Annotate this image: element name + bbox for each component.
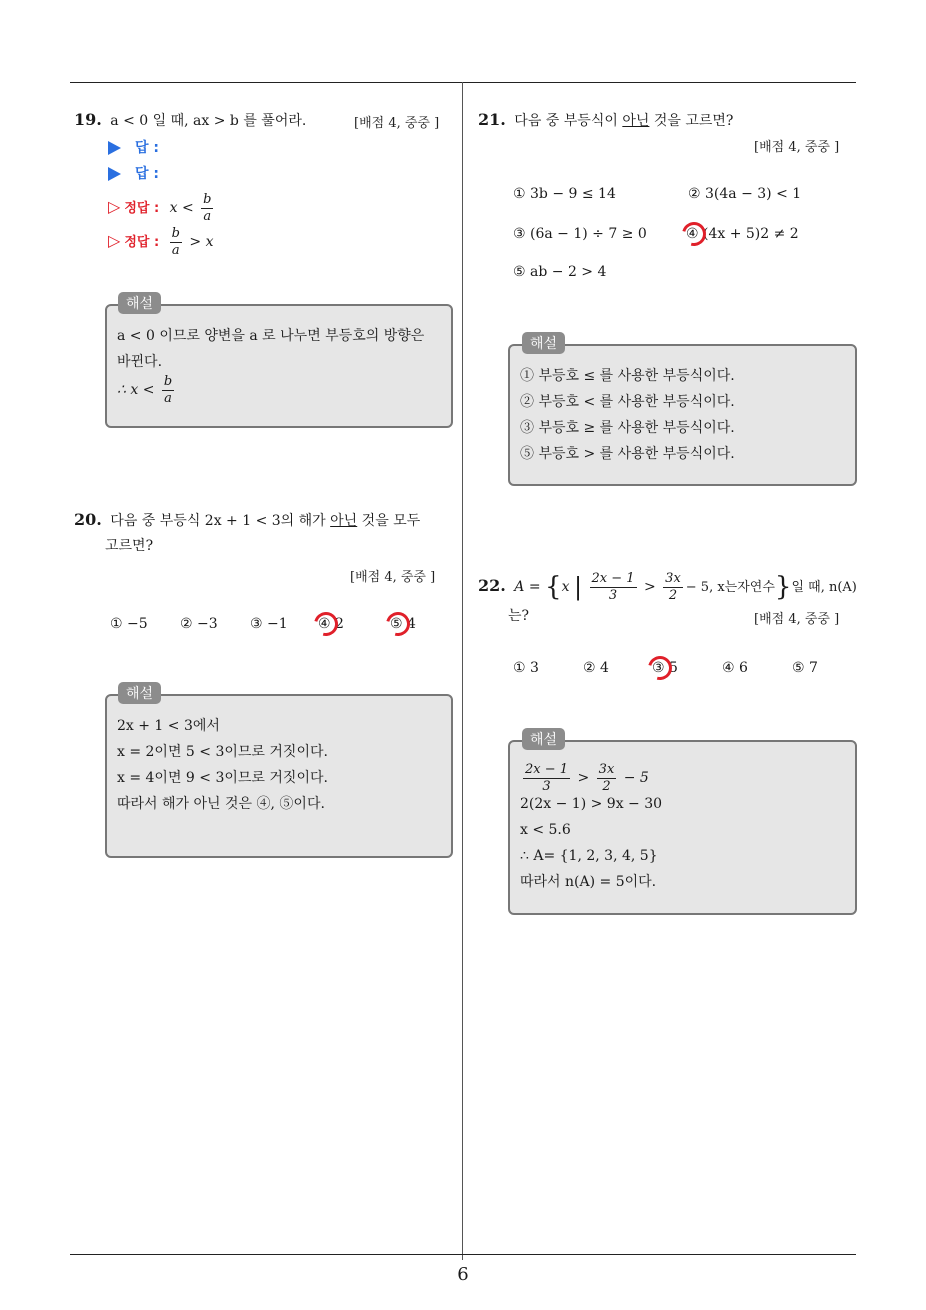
q22-solution-box: [508, 740, 857, 915]
solution-line: ③ 부등호 ≥ 를 사용한 부등식이다.: [520, 420, 735, 436]
solution-line: x = 4이면 9 < 3이므로 거짓이다.: [117, 770, 328, 786]
q21-choice-1: ① 3b − 9 ≤ 14: [513, 186, 616, 202]
q20-choice-1: ① −5: [110, 616, 148, 632]
q22-choice-2: ② 4: [583, 660, 609, 676]
q19-solution-tab: 해설: [118, 292, 161, 314]
outline-triangle-icon: ▷: [108, 231, 121, 250]
q20-choice-5: ⑤ 4: [390, 616, 416, 632]
outline-triangle-icon: ▷: [108, 197, 121, 216]
solution-line: x < 5.6: [520, 822, 571, 838]
top-rule: [70, 82, 856, 83]
solution-line: $\frac{2x - 1}{3}$ > $\frac{3x}{2}$ − 5: [525, 761, 649, 794]
solution-line: 2(2x − 1) > 9x − 30: [520, 796, 663, 812]
column-divider: [462, 82, 463, 1260]
q21-solution-box: [508, 344, 857, 486]
left-brace: {: [545, 572, 562, 602]
solution-line: 바뀐다.: [117, 354, 163, 370]
right-brace: }: [774, 572, 792, 602]
q20-choice-2: ② −3: [180, 616, 218, 632]
solution-line: 따라서 해가 아닌 것은 ④, ⑤이다.: [117, 796, 325, 812]
q22-choice-5: ⑤ 7: [792, 660, 818, 676]
q20-choice-4: ④ 2: [318, 616, 344, 632]
fraction: $\frac{2x - 1}{3}$: [525, 761, 569, 794]
q22-choice-4: ④ 6: [722, 660, 748, 676]
q21-question: 21. 다음 중 부등식이 아닌 것을 고르면?: [478, 110, 734, 129]
q21-choice-4: ④ (4x + 5)2 ≠ 2: [686, 226, 799, 242]
solution-line: ⑤ 부등호 > 를 사용한 부등식이다.: [520, 446, 735, 462]
q22-choice-3: ③ 5: [652, 660, 678, 676]
page-number: 6: [457, 1264, 469, 1285]
q19-meta: [배점 4, 중중 ]: [354, 116, 440, 131]
fraction: $\frac{b}{a}$: [171, 225, 180, 258]
solution-line: 따라서 n(A) = 5이다.: [520, 874, 657, 890]
q19-answer-row-2: 답 :: [108, 164, 159, 184]
q20-question-line2: 고르면?: [105, 538, 154, 554]
q22-question-line2: 는?: [508, 608, 530, 624]
q21-meta: [배점 4, 중중 ]: [754, 140, 840, 155]
set-bar: |: [573, 573, 583, 601]
q22-number: 22.: [478, 576, 506, 595]
q22-question: 22. A = {x | $\frac{2x - 1}{3}$ > $\frac{3x}{2}$ − 5, x는자연수}일 때, n(A): [478, 570, 857, 603]
q19-solution-box: [105, 304, 453, 428]
q19-answer-row-1: 답 :: [108, 138, 159, 158]
fraction: $\frac{b}{a}$: [203, 191, 212, 224]
fraction: $\frac{3x}{2}$: [598, 761, 615, 794]
q22-solution-tab: 해설: [522, 728, 565, 750]
solution-line: ∴ x < $\frac{b}{a}$: [117, 373, 173, 406]
solution-line: a < 0 이므로 양변을 a 로 나누면 부등호의 방향은: [117, 328, 425, 344]
solution-line: ① 부등호 ≤ 를 사용한 부등식이다.: [520, 368, 735, 384]
fraction: $\frac{b}{a}$: [163, 373, 173, 406]
bottom-rule: [70, 1254, 856, 1255]
solution-line: ∴ A= {1, 2, 3, 4, 5}: [520, 848, 658, 864]
q19-number: 19.: [74, 110, 102, 129]
q20-solution-tab: 해설: [118, 682, 161, 704]
q21-choice-5: ⑤ ab − 2 > 4: [513, 264, 607, 280]
q21-choice-3: ③ (6a − 1) ÷ 7 ≥ 0: [513, 226, 647, 242]
q20-number: 20.: [74, 510, 102, 529]
play-arrow-icon: [108, 167, 121, 181]
q20-choice-3: ③ −1: [250, 616, 288, 632]
q19-correct-row-2: ▷ 정답 : $\frac{b}{a}$ > x: [108, 225, 214, 258]
q21-choice-2: ② 3(4a − 3) < 1: [688, 186, 802, 202]
q19-text: a < 0 일 때, ax > b 를 풀어라.: [110, 113, 307, 129]
q19-question: [74, 110, 306, 131]
answer-circle-mark: [382, 608, 415, 641]
play-arrow-icon: [108, 141, 121, 155]
q20-meta: [배점 4, 중중 ]: [350, 570, 436, 585]
fraction: $\frac{3x}{2}$: [665, 570, 681, 603]
q22-meta: [배점 4, 중중 ]: [754, 612, 840, 627]
answer-circle-mark: [644, 652, 677, 685]
q22-choice-1: ① 3: [513, 660, 539, 676]
q20-question: 20. 다음 중 부등식 2x + 1 < 3의 해가 아닌 것을 모두: [74, 510, 421, 529]
q21-number: 21.: [478, 110, 506, 129]
solution-line: x = 2이면 5 < 3이므로 거짓이다.: [117, 744, 328, 760]
answer-circle-mark: [310, 608, 343, 641]
fraction: $\frac{2x - 1}{3}$: [591, 570, 635, 603]
q19-correct-row-1: ▷ 정답 : x < $\frac{b}{a}$: [108, 191, 212, 224]
solution-line: 2x + 1 < 3에서: [117, 718, 220, 734]
solution-line: ② 부등호 < 를 사용한 부등식이다.: [520, 394, 735, 410]
q20-solution-box: [105, 694, 453, 858]
answer-circle-mark: [678, 218, 711, 251]
q21-solution-tab: 해설: [522, 332, 565, 354]
